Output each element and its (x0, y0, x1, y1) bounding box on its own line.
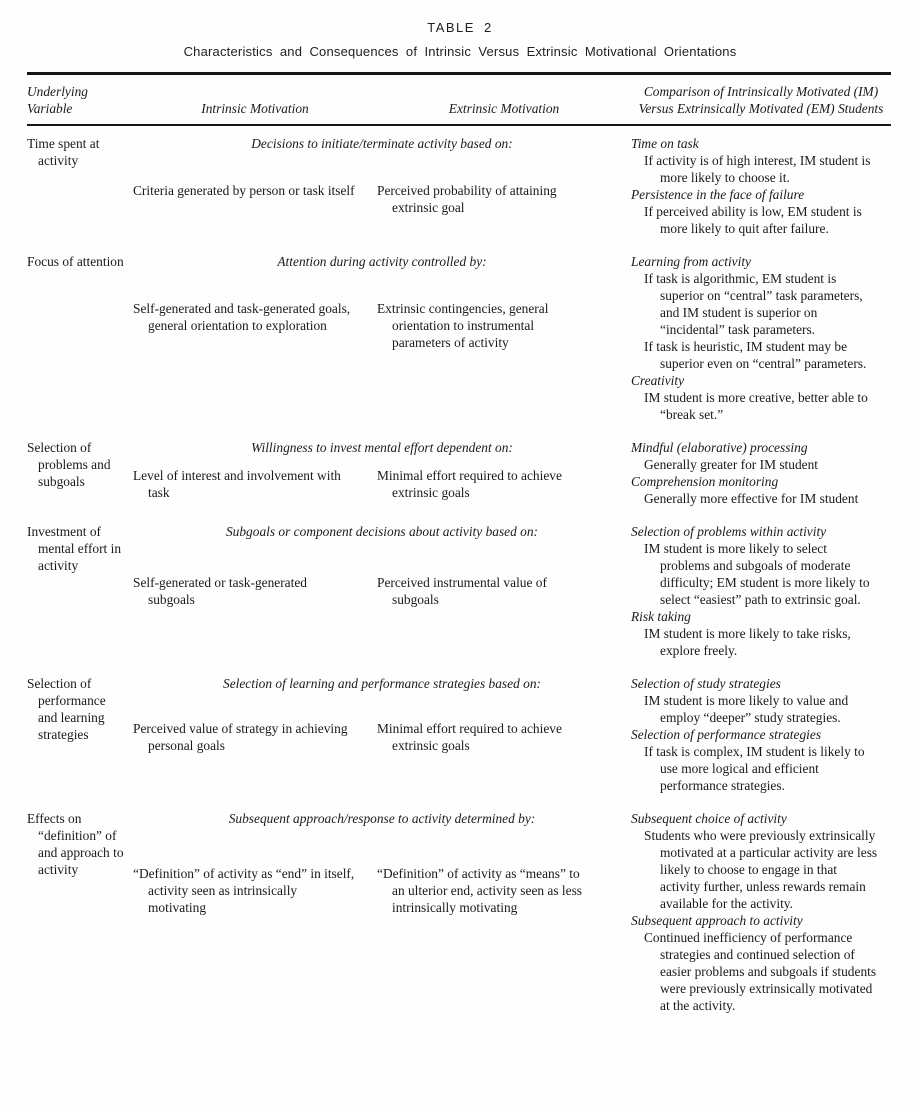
comparison-category-heading: Selection of performance strategies (631, 727, 822, 742)
table-number-label: TABLE 2 (427, 20, 493, 35)
decision-basis-span-header: Attention during activity controlled by: (277, 254, 487, 269)
extrinsic-motivation-cell: Perceived probability of attaining extrinsic goal (377, 182, 557, 215)
column-header-underlying-variable: Underlying Variable (27, 74, 133, 126)
table-row (27, 810, 891, 865)
comparison-cell (631, 523, 891, 675)
comparison-item: IM student is more creative, better able to “break set.” (644, 390, 868, 422)
table-row (27, 523, 891, 574)
comparison-item: Generally greater for IM student (644, 457, 819, 472)
underlying-variable-cell: Effects on “definition” of and approach to activity (27, 811, 124, 877)
comparison-category-heading: Selection of problems within activity (631, 524, 827, 539)
underlying-variable-cell: Focus of attention (27, 254, 124, 269)
comparison-category-heading: Subsequent approach to activity (631, 913, 803, 928)
comparison-category-heading: Learning from activity (631, 254, 752, 269)
comparison-item: IM student is more likely to value and employ “deeper” study strategies. (644, 693, 849, 725)
comparison-cell (631, 810, 891, 1030)
intrinsic-motivation-cell: Level of interest and involvement with task (133, 468, 341, 500)
underlying-variable-cell: Time spent at activity (27, 136, 100, 168)
comparison-item: If perceived ability is low, EM student is more likely to quit after failure. (644, 204, 862, 236)
table-row (27, 253, 891, 300)
decision-basis-span-header: Selection of learning and performance strategies based on: (223, 676, 541, 691)
table-row (27, 439, 891, 467)
decision-basis-span-header: Subsequent approach/response to activity determined by: (228, 811, 536, 826)
decision-basis-span-header: Willingness to invest mental effort dependent on: (251, 440, 513, 455)
comparison-item: If task is heuristic, IM student may be superior even on “central” parameters. (644, 339, 867, 371)
comparison-item: IM student is more likely to take risks, explore freely. (644, 626, 851, 658)
intrinsic-motivation-cell: “Definition” of activity as “end” in itself, activity seen as intrinsically motivating (133, 866, 355, 915)
underlying-variable-cell: Selection of performance and learning strategies (27, 676, 106, 742)
extrinsic-motivation-cell: Minimal effort required to achieve extrinsic goals (377, 468, 562, 500)
comparison-category-heading: Subsequent choice of activity (631, 811, 787, 826)
decision-basis-span-header: Decisions to initiate/terminate activity based on: (251, 136, 513, 151)
extrinsic-motivation-cell: Minimal effort required to achieve extrinsic goals (377, 721, 562, 753)
comparison-cell (631, 253, 891, 439)
extrinsic-motivation-cell: Perceived instrumental value of subgoals (377, 574, 547, 607)
comparison-item: If task is complex, IM student is likely to use more logical and efficient performance strategies. (644, 744, 865, 793)
comparison-category-heading: Time on task (631, 136, 699, 151)
comparison-item: If activity is of high interest, IM student is more likely to choose it. (644, 153, 871, 185)
comparison-category-heading: Creativity (631, 373, 685, 388)
comparison-item: IM student is more likely to select problems and subgoals of moderate difficulty; EM student is more likely to select “easiest” path to extrinsic goal. (644, 541, 870, 607)
intrinsic-motivation-cell: Perceived value of strategy in achieving personal goals (133, 721, 348, 753)
table-header (27, 74, 891, 126)
comparison-item: If task is algorithmic, EM student is superior on “central” task parameters, and IM student is superior on “incidental” task parameters. (644, 271, 863, 337)
comparison-item: Continued inefficiency of performance strategies and continued selection of easier problems and subgoals if students were previously extrinsically motivated at the activity. (644, 930, 877, 1013)
column-header-comparison: Comparison of Intrinsically Motivated (IM) Versus Extrinsically Motivated (EM) Students (631, 74, 891, 126)
comparison-category-heading: Mindful (elaborative) processing (631, 440, 808, 455)
intrinsic-motivation-cell: Self-generated and task-generated goals, general orientation to exploration (133, 300, 351, 333)
motivation-comparison-table (27, 72, 891, 1030)
table-title-block (0, 0, 920, 59)
intrinsic-motivation-cell: Criteria generated by person or task itself (133, 182, 355, 198)
extrinsic-motivation-cell: “Definition” of activity as “means” to an ulterior end, activity seen as less intrinsically motivating (377, 866, 583, 915)
comparison-cell (631, 125, 891, 253)
table-row (27, 675, 891, 720)
table-caption: Characteristics and Consequences of Intrinsic Versus Extrinsic Motivational Orientations (183, 44, 737, 59)
table-body (27, 125, 891, 1030)
comparison-cell (631, 675, 891, 810)
intrinsic-motivation-cell: Self-generated or task-generated subgoals (133, 574, 307, 607)
comparison-category-heading: Persistence in the face of failure (631, 187, 805, 202)
column-header-intrinsic-motivation: Intrinsic Motivation (133, 74, 377, 126)
comparison-item: Generally more effective for IM student (644, 491, 859, 506)
extrinsic-motivation-cell: Extrinsic contingencies, general orientation to instrumental parameters of activity (377, 300, 549, 350)
table-row (27, 125, 891, 182)
decision-basis-span-header: Subgoals or component decisions about activity based on: (225, 524, 539, 539)
comparison-category-heading: Selection of study strategies (631, 676, 781, 691)
header-row (27, 74, 891, 126)
comparison-category-heading: Comprehension monitoring (631, 474, 779, 489)
comparison-category-heading: Risk taking (631, 609, 691, 624)
comparison-cell (631, 439, 891, 523)
underlying-variable-cell: Investment of mental effort in activity (27, 524, 122, 573)
comparison-item: Students who were previously extrinsically motivated at a particular activity are less likely to choose to engage in that activity further, unless rewards remain available for the activity. (644, 828, 878, 911)
underlying-variable-cell: Selection of problems and subgoals (27, 440, 111, 489)
column-header-extrinsic-motivation: Extrinsic Motivation (377, 74, 631, 126)
